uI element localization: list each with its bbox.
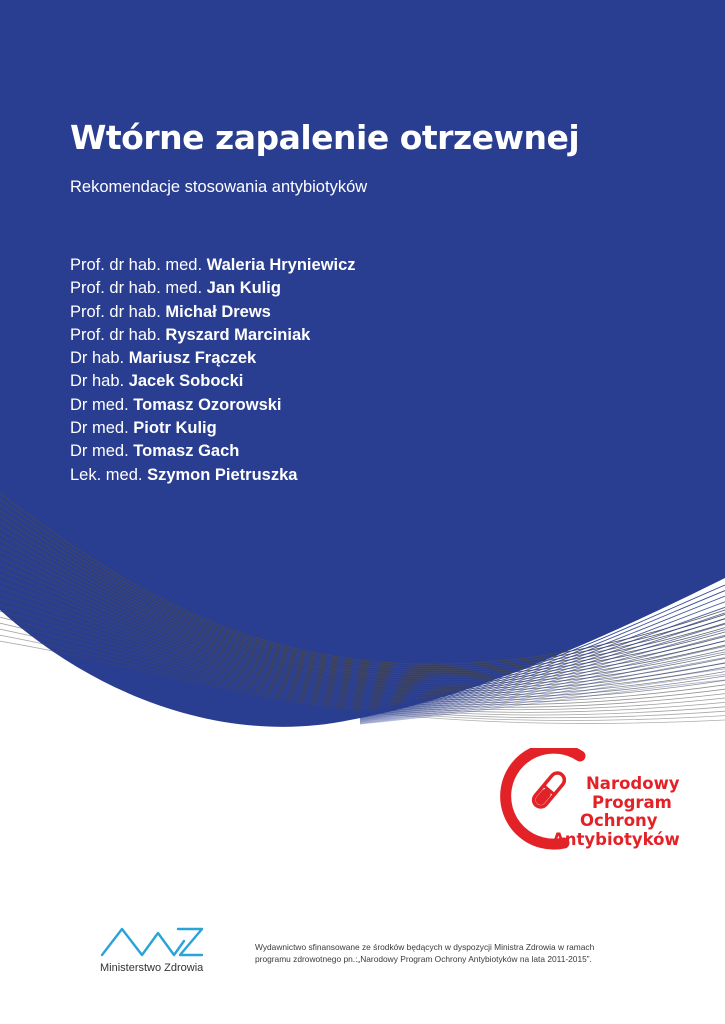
author-prefix: Prof. dr hab. <box>70 302 161 321</box>
footnote-line: Wydawnictwo sfinansowane ze środków będących w dyspozycji Ministra Zdrowia w ramach <box>255 942 595 952</box>
author-item <box>70 370 356 393</box>
author-name: Piotr Kulig <box>133 419 217 438</box>
program-logo-line: Antybiotyków <box>552 829 680 849</box>
mz-wave-logo-icon <box>100 922 204 962</box>
author-prefix: Lek. med. <box>70 465 143 484</box>
author-name: Jacek Sobocki <box>128 372 244 391</box>
author-prefix: Dr hab. <box>70 349 125 368</box>
author-name: Tomasz Ozorowski <box>133 395 282 414</box>
program-logo-text <box>552 775 680 849</box>
program-logo-line: Narodowy <box>586 774 680 793</box>
author-name: Waleria Hryniewicz <box>206 256 356 274</box>
author-prefix: Prof. dr hab. med. <box>70 279 203 298</box>
author-prefix: Prof. dr hab. med. <box>70 256 203 274</box>
author-item <box>70 440 356 463</box>
author-prefix: Dr hab. <box>70 372 125 391</box>
program-logo-line: Ochrony <box>580 811 658 830</box>
author-item <box>70 254 356 277</box>
author-item <box>70 464 356 487</box>
author-item <box>70 394 356 417</box>
author-name: Michał Drews <box>165 302 271 321</box>
program-logo-line: Program <box>592 792 672 812</box>
author-item <box>70 324 356 347</box>
author-item <box>70 301 356 324</box>
footnote-line: programu zdrowotnego pn.:„Narodowy Program Ochrony Antybiotyków na lata 2011-2015”. <box>255 954 592 964</box>
author-prefix: Dr med. <box>70 419 129 438</box>
author-name: Mariusz Frączek <box>128 349 257 368</box>
page-title: Wtórne zapalenie otrzewnej <box>70 118 580 157</box>
author-item <box>70 347 356 370</box>
author-prefix: Dr med. <box>70 395 129 414</box>
author-name: Jan Kulig <box>206 279 281 298</box>
author-item <box>70 417 356 440</box>
author-name: Ryszard Marciniak <box>165 325 311 344</box>
author-prefix: Dr med. <box>70 442 129 461</box>
page-subtitle: Rekomendacje stosowania antybiotyków <box>70 178 368 196</box>
funding-footnote <box>255 941 594 965</box>
ministry-name: Ministerstwo Zdrowia <box>100 962 204 974</box>
author-list <box>70 254 356 487</box>
author-prefix: Prof. dr hab. <box>70 325 161 344</box>
author-item <box>70 277 356 300</box>
author-name: Tomasz Gach <box>133 442 240 461</box>
author-name: Szymon Pietruszka <box>147 465 298 484</box>
